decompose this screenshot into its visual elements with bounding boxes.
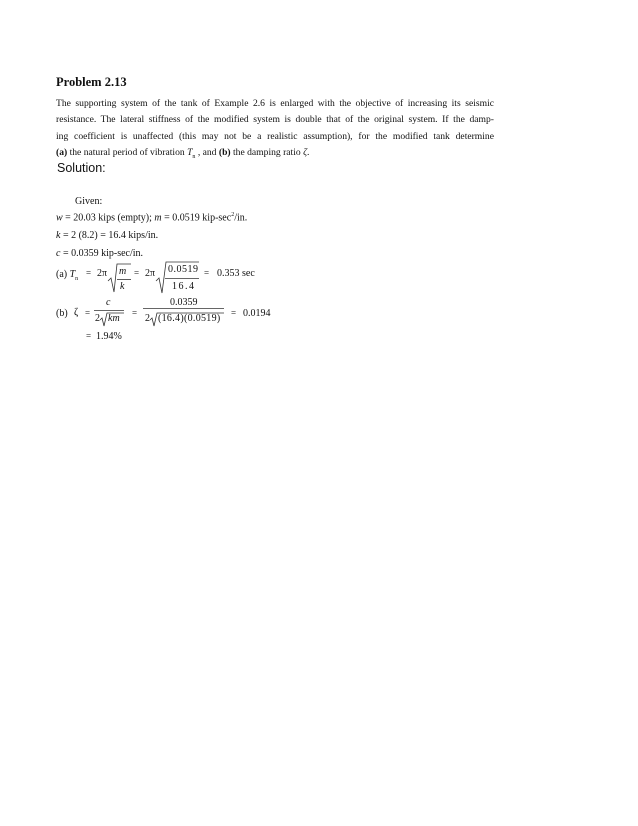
- eq-a-m-symbol: m: [119, 266, 127, 277]
- eq-b-percent: 1.94%: [96, 331, 122, 342]
- eq-b-numerator: 0.0359: [170, 297, 198, 308]
- part-a-label: (a): [56, 146, 68, 158]
- eq-b-equals-1: =: [85, 308, 91, 318]
- given-label: Given:: [75, 196, 103, 207]
- m-superscript: 2: [231, 212, 235, 218]
- eq-b-equals-2: =: [132, 308, 138, 318]
- eq-b-den-two: 2: [145, 313, 150, 324]
- m-end: /in.: [234, 212, 248, 224]
- eq-a-result: 0.353 sec: [217, 268, 255, 279]
- w-text: = 20.03 kips (empty);: [62, 212, 155, 224]
- k-text: = 2 (8.2) = 16.4 kips/in.: [60, 230, 159, 241]
- eq-a-equals-1: =: [86, 268, 92, 278]
- m-text: = 0.0519 kip-sec: [161, 212, 232, 224]
- eq-a-equals-2: =: [134, 268, 140, 278]
- eq-b-result: 0.0194: [243, 308, 271, 319]
- eq-a-T-sub: n: [75, 276, 79, 282]
- eq-a-denominator: 16.4: [172, 281, 196, 292]
- eq-a-two-pi-2: 2π: [145, 268, 156, 279]
- part-b-label: (b): [218, 146, 231, 158]
- eq-b-den-radicand: (16.4)(0.0519): [158, 313, 221, 324]
- problem-title: Problem 2.13: [56, 75, 127, 89]
- eq-b-equals-3: =: [231, 308, 237, 318]
- eq-b-sqrt-2: [150, 313, 224, 326]
- statement-line-2: resistance. The lateral stiffness of the modified system is double that of the original system. If the damp-: [56, 114, 494, 126]
- eq-a-numerator: 0.0519: [168, 264, 199, 275]
- eq-b-equals-4: =: [86, 331, 92, 341]
- eq-b-sqrt-1: [100, 313, 124, 326]
- mid-text: , and: [195, 146, 219, 158]
- eq-b-zeta: ζ: [74, 307, 79, 318]
- w-symbol: w: [56, 212, 63, 224]
- eq-b-two: 2: [95, 313, 100, 324]
- zeta-symbol: ζ: [303, 146, 307, 158]
- eq-a-k-symbol: k: [120, 281, 125, 292]
- k-symbol: k: [56, 230, 61, 241]
- c-text: = 0.0359 kip-sec/in.: [60, 248, 144, 259]
- eq-b-c-symbol: c: [106, 297, 111, 308]
- m-symbol: m: [154, 212, 162, 224]
- eq-a-T: T: [69, 269, 76, 280]
- tn-subscript: n: [192, 153, 196, 160]
- eq-a-part: (a): [56, 269, 70, 280]
- part-a-text: the natural period of vibration: [67, 146, 188, 158]
- tn-symbol: T: [187, 146, 193, 158]
- eq-b-km-symbol: km: [108, 313, 120, 324]
- eq-b-label: (b): [56, 308, 68, 319]
- statement-line-3: ing coefficient is unaffected (this may not be a realistic assumption), for the modified tank determine: [56, 130, 494, 142]
- part-b-text: the damping ratio: [230, 146, 304, 158]
- c-symbol: c: [56, 248, 61, 259]
- statement-line-1: The supporting system of the tank of Example 2.6 is enlarged with the objective of increasing its seismic: [56, 98, 494, 109]
- eq-a-equals-3: =: [204, 268, 210, 278]
- solution-heading: Solution:: [57, 161, 106, 175]
- eq-a-two-pi-1: 2π: [97, 268, 108, 279]
- period: .: [306, 146, 310, 158]
